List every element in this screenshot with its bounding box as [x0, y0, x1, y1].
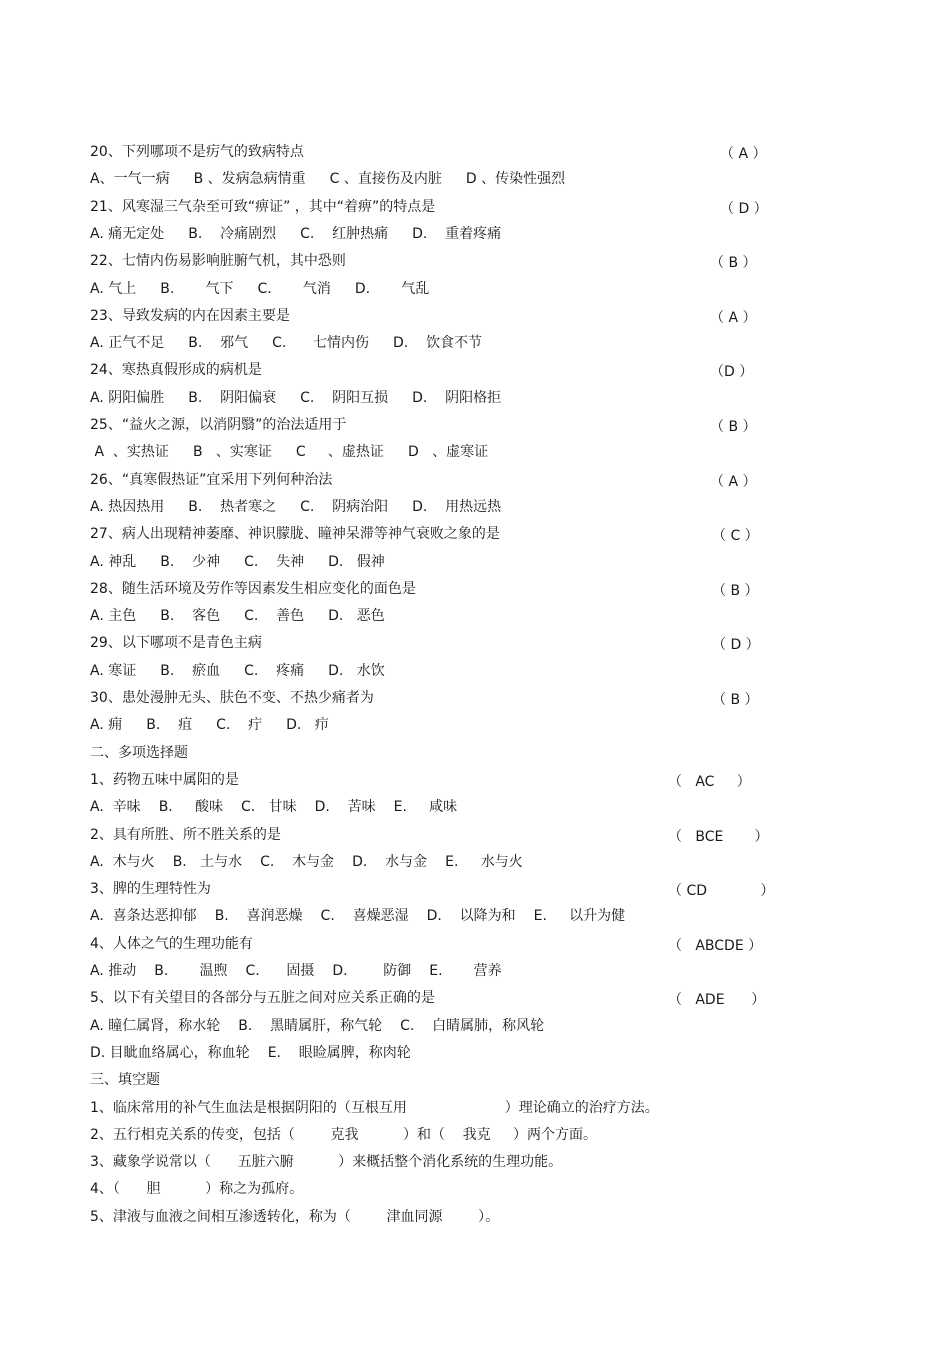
option-text: A. 神乱 [90, 553, 137, 570]
options-line [90, 225, 525, 243]
options-line [90, 1044, 429, 1062]
question-line [90, 416, 346, 434]
option-text: B. 喜润恶燥 [214, 908, 303, 925]
option-text: B. 冷痛剧烈 [188, 225, 277, 242]
option-text: D. 饮食不节 [393, 335, 483, 352]
option-text: A. 气上 [90, 280, 137, 297]
answer-key: （ AC ） [668, 773, 751, 790]
option-text: B. 客色 [160, 608, 221, 625]
option-text: D. 气乱 [354, 280, 430, 297]
answer-key: （ CD ） [668, 883, 775, 900]
option-text: D. 防御 [332, 963, 412, 979]
question-text: 1、药物五味中属阳的是 [90, 771, 239, 788]
option-text: C. 疔 [216, 717, 263, 734]
option-text: A. 辛味 [90, 799, 141, 816]
option-text: B. 土与水 [172, 853, 243, 870]
option-text: D 、传染性强烈 [465, 171, 566, 188]
option-text: B. 气下 [160, 280, 234, 297]
option-text: D. 假神 [328, 553, 385, 570]
question-line [90, 525, 500, 543]
section-title: 三、填空题 [90, 1072, 160, 1089]
question-line [90, 471, 332, 489]
question-text: 22、七情内伤易影响脏腑气机，其中恐则 [90, 253, 346, 270]
options-line [90, 907, 643, 925]
option-text: C. 善色 [244, 608, 305, 625]
option-text: A. 痈 [90, 717, 123, 734]
option-text: D. 阴阳格拒 [412, 389, 502, 406]
option-text: E. 水与火 [445, 853, 523, 870]
option-text: A. 瞳仁属肾，称水轮 [90, 1017, 221, 1034]
option-text: B 、实寒证 [192, 444, 272, 461]
answer-key: （ A ） [710, 473, 757, 490]
question-text: 29、以下哪项不是青色主病 [90, 635, 262, 652]
option-text: D. 苦味 [314, 799, 376, 816]
option-text: A 、实热证 [90, 444, 169, 461]
option-text: D. 重着疼痛 [412, 225, 502, 242]
option-text: B. 瘀血 [160, 662, 221, 679]
option-text: D. 水饮 [328, 662, 385, 679]
option-text: C. 红肿热痛 [300, 225, 389, 242]
option-text: A、一气一病 [90, 171, 170, 188]
option-text: D. 疖 [286, 717, 329, 734]
question-line [90, 361, 262, 379]
question-text: 25、“益火之源，以消阴翳”的治法适用于 [90, 417, 347, 433]
fill-blank-item: 5、津液与血液之间相互渗透转化，称为（ 津血同源 ）。 [90, 1208, 500, 1225]
question-line [90, 771, 239, 789]
option-text: A. 阴阳偏胜 [90, 389, 165, 406]
option-text: E. 眼睑属脾，称肉轮 [267, 1044, 411, 1061]
option-text: B 、发病急病情重 [193, 171, 306, 188]
options-line [90, 553, 409, 571]
option-text: C. 气消 [257, 280, 331, 297]
option-text: A. 痛无定处 [90, 225, 165, 242]
answer-key: （ ABCDE ） [668, 937, 763, 954]
options-line [90, 716, 353, 734]
option-text: A. 主色 [90, 608, 137, 625]
option-text: E. 以升为健 [533, 908, 626, 925]
fill-blank-item: 2、五行相克关系的传变，包括（ 克我 ）和（ 我克 ）两个方面。 [90, 1126, 598, 1143]
option-text: D. 水与金 [352, 853, 428, 870]
options-line [90, 662, 409, 680]
option-text: C 、虚热证 [295, 444, 384, 461]
option-text: A. 热因热用 [90, 498, 165, 515]
options-line [90, 389, 525, 407]
option-text: A. 喜条达恶抑郁 [90, 908, 197, 925]
option-text: C. 七情内伤 [272, 335, 370, 352]
options-line [90, 798, 475, 816]
option-text: C. 阴病治阳 [300, 498, 389, 515]
option-text: E. 咸味 [393, 799, 458, 816]
option-text: B. 少神 [160, 553, 221, 570]
option-text: B. 热者寒之 [188, 498, 277, 515]
option-text: B. 黑睛属肝，称气轮 [238, 1017, 383, 1034]
option-text: B. 疽 [146, 717, 193, 734]
answer-key: （ A ） [710, 309, 757, 326]
options-line [90, 334, 506, 352]
question-line [90, 634, 262, 652]
answer-key: （ B ） [710, 255, 757, 272]
answer-key: （ B ） [712, 692, 759, 708]
section-title: 二、多项选择题 [90, 744, 188, 761]
question-text: 28、随生活环境及劳作等因素发生相应变化的面色是 [90, 580, 416, 597]
option-text: E. 营养 [429, 963, 502, 979]
options-line [90, 498, 525, 516]
options-line [90, 443, 512, 461]
option-text: C. 固摄 [245, 963, 315, 979]
option-text: D. 恶色 [328, 608, 385, 625]
answer-key: （ ADE ） [668, 992, 766, 1009]
fill-blank-item: 1、临床常用的补气生血法是根据阴阳的（互根互用 ）理论确立的治疗方法。 [90, 1099, 659, 1116]
option-text: A. 寒证 [90, 662, 137, 679]
answer-key: （ B ） [712, 582, 759, 599]
question-line [90, 689, 374, 707]
option-text: B. 邪气 [188, 335, 249, 352]
option-text: A. 木与火 [90, 853, 155, 870]
option-text: C. 喜燥恶湿 [320, 908, 409, 925]
answer-key: （ A ） [720, 146, 767, 162]
fill-blank-item: 3、藏象学说常以（ 五脏六腑 ）来概括整个消化系统的生理功能。 [90, 1154, 563, 1171]
fill-blank-item: 4、（ 胆 ）称之为孤府。 [90, 1181, 304, 1198]
answer-key: （ BCE ） [668, 828, 769, 845]
question-text: 20、下列哪项不是疠气的致病特点 [90, 144, 304, 160]
option-text: D. 目眦血络属心，称血轮 [90, 1044, 250, 1061]
question-line [90, 580, 416, 598]
question-line [90, 252, 346, 270]
options-line [90, 1017, 562, 1035]
question-text: 27、病人出现精神萎靡、神识朦胧、瞳神呆滞等神气衰败之象的是 [90, 526, 500, 543]
options-line [90, 607, 409, 625]
question-text: 5、以下有关望目的各部分与五脏之间对应关系正确的是 [90, 990, 435, 1007]
option-text: B. 酸味 [158, 799, 223, 816]
question-line [90, 826, 281, 844]
option-text: D 、虚寒证 [407, 444, 489, 461]
option-text: A. 正气不足 [90, 335, 165, 352]
question-line [90, 143, 304, 161]
option-text: C. 白睛属肺，称风轮 [400, 1017, 545, 1034]
question-text: 2、具有所胜、所不胜关系的是 [90, 826, 281, 843]
options-line [90, 853, 541, 871]
option-text: C. 甘味 [241, 799, 297, 816]
option-text: D. 用热远热 [412, 498, 502, 515]
options-line [90, 170, 589, 188]
question-line [90, 935, 253, 953]
option-text: D. 以降为和 [426, 908, 516, 925]
question-line [90, 880, 211, 898]
options-line [90, 962, 520, 980]
option-text: C. 木与金 [260, 853, 335, 870]
option-text: A. 推动 [90, 963, 137, 979]
option-text: C 、直接伤及内脏 [329, 171, 442, 188]
option-text: B. 温煦 [154, 963, 228, 979]
answer-key: （ D ） [720, 200, 768, 217]
answer-key: （ D ） [712, 637, 760, 654]
options-line [90, 280, 453, 298]
question-text: 26、“真寒假热证”宜采用下列何种治法 [90, 471, 333, 488]
question-text: 23、导致发病的内在因素主要是 [90, 307, 290, 324]
option-text: C. 阴阳互损 [300, 389, 389, 406]
option-text: B. 阴阳偏衰 [188, 389, 277, 406]
answer-key: （D ） [710, 364, 754, 381]
option-text: C. 失神 [244, 553, 305, 570]
question-text: 24、寒热真假形成的病机是 [90, 362, 262, 379]
question-text: 21、风寒湿三气杂至可致“痹证” ，其中“着痹”的特点是 [90, 198, 436, 215]
question-text: 4、人体之气的生理功能有 [90, 935, 253, 952]
answer-key: （ B ） [710, 419, 757, 435]
question-line [90, 198, 435, 216]
option-text: C. 疼痛 [244, 662, 305, 679]
question-line [90, 989, 435, 1007]
question-text: 3、脾的生理特性为 [90, 881, 211, 898]
answer-key: （ C ） [712, 528, 759, 545]
question-line [90, 307, 290, 325]
question-text: 30、患处漫肿无头、肤色不变、不热少痛者为 [90, 690, 374, 706]
